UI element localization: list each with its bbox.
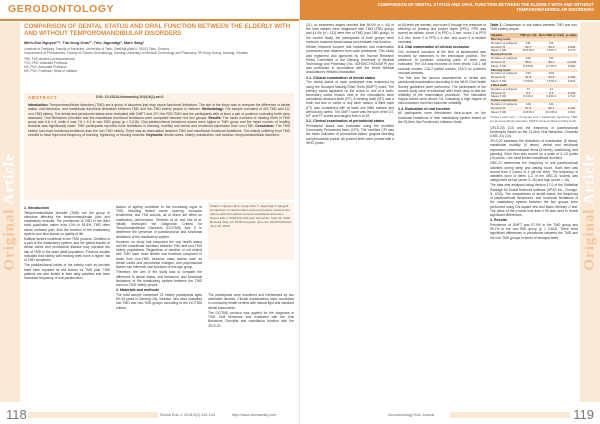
table-cell: Mean ± SD	[491, 48, 507, 53]
left-header	[0, 0, 300, 20]
paragraph: The dental status of each participant was examined by using the Decayed Missing Filled Teeth (DMFT) index. The primary caries appeared on the crown or root of a tooth; secondary caries lesions next to the restorations were considered decayed teeth (DT). A missing tooth (MT) was a tooth lost due to caries or any other reason. A filled tooth (FT) was considered with at least one filled surface and without any caries. The DMFT score was the sum of the DT, MT, and FT scores and ranged from 0 to 32.	[306, 80, 394, 119]
article-heading-block	[24, 23, 294, 73]
table-cell: 111	[549, 56, 554, 61]
paragraph: CIA, extraoral occlusion at the time of assessment was recorded by examiners in the intercuspal position. The presence of posterior occluding pairs of teeth was evaluated. The CIA was recorded on three levels: CIA-1 full occlusal contact, CIA-2 partial contact, CIA-3 no posterior occlusal contacts.	[398, 49, 486, 75]
table-header-cell: Variable	[490, 33, 519, 38]
doi-link[interactable]: DOI: 10.25241/stomaeduj.2018.8(2).art.6	[96, 95, 164, 99]
table-cell: 0.2±0.1	[546, 94, 557, 99]
section-heading: 3. Results	[490, 218, 507, 223]
paragraph: However, no study has compared the oral health status and the mandibular functions between TMD and non-TMD elderly populations. Regardless of whether or not elderly with TMD have more limited oral functions compared to those from non-TMD, because many factors such as dental caries and periodontal changes, and psychosocial factors can influence oral functions of this age group.	[116, 239, 202, 270]
table-cell: Number of subjects	[491, 86, 518, 91]
table-cell: 0.004	[567, 63, 576, 68]
table-row	[490, 111, 578, 115]
table-header-cell: TMD (n=44)	[519, 32, 537, 37]
table-cell: 140	[525, 102, 531, 107]
table-cell: 99.1	[538, 61, 565, 65]
paragraph: The data was analysed using Version 17.0 of the Statistical Package for Social Sciences software (SPSS Inc., Chicago, IL, USA). The comparisons of dental status, the frequency of parafunctional behaviours, and functional limitations of the masticatory system between the two groups were performed using Chi-square test and Mann-Whitney U test. The value of the p-value less than 0.05 was used to reveal significant differences.	[490, 183, 578, 217]
table-header-cell: Non-TMD (n=112)	[538, 32, 564, 37]
section-heading: 2. Materials and methods	[116, 288, 159, 293]
abstract-header	[26, 95, 292, 102]
table-cell: Mean ± SD	[491, 79, 507, 84]
table-cell: Percent %	[490, 61, 519, 65]
table-cell: 0.001	[567, 109, 576, 114]
paragraph: JFLS-20 assesses the limitations of mastication (6 items), mandibular mobility (4 items), verbal and emotional expression communication items (8 items), swallowing, and yawning. Each item was scored on a scale of 0–10 points (10 points = the most limited mandibular function).	[490, 139, 578, 161]
table-cell: 0.713	[567, 94, 576, 99]
body-column-1	[306, 23, 394, 146]
table-cell: 131	[525, 40, 531, 45]
table-cell: 72	[526, 86, 530, 91]
table-cell: 94.6	[538, 76, 565, 80]
journal-label: Gerodontology Edu Journal	[388, 413, 435, 417]
table-cell: 89.7	[519, 46, 538, 50]
table-header-cell: p-value	[566, 32, 577, 37]
section-heading: 2.4. Evaluation of oral function	[398, 106, 451, 111]
paragraph: (11), so examiners stayed resulted that 58.6% (n = 44) of the total sample were diagnosed with TMD (TMD group) and 41.4% (n = 112) were free of TMD (non-TMD group). In the current study, the participants of both groups were invited to examine dental status and evaluate oral function.	[306, 23, 394, 44]
table-cell: 1.000	[565, 92, 578, 96]
table-cell: 0.4	[538, 92, 565, 96]
table-group-label: Missing teeth	[490, 69, 578, 73]
paragraph: Periodontal status was evaluated using the modified Community Periodontal Index (CPI). The modified CPI was the index indicative of periodontal status: gingival bleeding and periodontal pocket. All present teeth were probed with a WHO probe.	[306, 124, 394, 145]
table-cell: Percent %	[490, 107, 519, 111]
body-column-2	[398, 23, 486, 125]
table-footnote: *Fisher's exact test; † chi-square test; ‡ statistically significant; TMD: temporomandibular disorders; DMFT: Decayed Missing Filled Teeth.	[490, 115, 578, 123]
abstract-box	[24, 93, 294, 200]
section-heading: 2.3. Oral examination of clinical occlusion	[398, 45, 470, 50]
paragraph: Multiple factors contribute to the TMD process. Dentition is a part of the masticatory system, and the global burden of dental caries and periodontal disease may increase the risk of TMD in the older adult population. Previous studies indicated that elderly with missing teeth have a higher risk of TMD symptoms.	[24, 237, 110, 263]
article-title: COMPARISON OF DENTAL STATUS AND ORAL FUNCTION BETWEEN THE ELDERLY WITH AND WITHOUT TEMPOROMANDIBULAR DISORDERS	[24, 23, 291, 38]
table-cell: 97.9	[519, 107, 538, 111]
section-heading: 2.1. Clinical examination of dental status	[306, 75, 376, 80]
body-column-1	[24, 205, 110, 281]
body-column-3	[490, 23, 578, 241]
running-head: COMPARISON OF DENTAL STATUS AND ORAL FUNCTION BETWEEN THE ELDERLY WITH AND WITHOUT TEMPOROMANDIBULAR DISORDERS	[377, 2, 594, 13]
table-cell: Percent %	[490, 76, 519, 80]
table-cell: 0.004	[565, 46, 578, 50]
table-cell: Number of subjects	[491, 40, 518, 45]
right-footer	[300, 404, 600, 424]
table-cell: Number of subjects	[491, 102, 518, 107]
left-body-columns	[24, 205, 294, 405]
table-cell: 99.1	[538, 107, 565, 111]
journal-citation: Stoma Edu J. 2018;5(2):116-124	[160, 413, 215, 417]
paragraph: Temporomandibular disorder (TMD) are the group of disorders affecting the temporomandibular joint and masticatory muscles. The prevalence of TMD in the older adult population varies from 10% to 54.5%. TMD often cause orofacial pain, limit the function of the masticatory system, and also impact on quality of life.	[24, 210, 110, 236]
paragraph: OBC-21 determines the frequency of oral parafunctional activities during sleep and waking hours. Each item was scored from 0 (none) to 4 (all the time). The frequency of activities (sum of items 1–2 of the OBC-21 scores) was categorised as low (score 0–16) and high (score > 16).	[490, 161, 578, 183]
table-group-label: Missing teeth	[490, 38, 578, 42]
right-header	[300, 0, 600, 20]
table-group-label: Caries experience	[490, 99, 578, 103]
table-cell: 0.2±0.1	[523, 94, 534, 99]
table-cell: 8.7±5.4	[546, 63, 557, 68]
body-column-3	[208, 293, 294, 329]
table-cell: Number of subjects	[491, 56, 518, 61]
table-cell: Number of subjects	[491, 71, 518, 76]
authors: Minh-Son Nguyen¹²*, Tiia Voog-Oras¹², Triin Jagomägi¹, Mare Saag¹	[24, 40, 145, 45]
affiliations: ¹Institute of Dentistry, Faculty of Medicine, University of Tartu, Raekoja plats 6, 51003 Tartu, Estonia ²Department of Periodontics, Faculty of Odonto-Stomatology, Danang University of Medical Technology and Pharmacy, 99 Hung Vuong, Danang, Vietnam	[24, 46, 249, 55]
side-label: Original Article	[1, 153, 18, 271]
table-cell: 10.3±8.5	[522, 48, 535, 53]
table-group-label: Filled teeth	[490, 84, 578, 88]
right-side-banner	[580, 22, 600, 402]
table-cell: 7.6±6.6	[523, 79, 534, 84]
table-cell: 111	[549, 40, 554, 45]
table-body	[490, 38, 578, 115]
table-cell: 134	[525, 71, 531, 76]
paragraph: The parafunctional habits of the elderly such as bruxism have been reported as risk factors for TMD pain. TMD patients are also limited in their daily activities and have increased frequency of oral parafunction.	[24, 263, 110, 280]
table-cell: 106	[548, 71, 554, 76]
table-cell: 126	[525, 56, 531, 61]
table-cell: 0.3	[519, 92, 538, 96]
section-label: GERODONTOLOGY	[8, 3, 115, 15]
table-cell: Percent %	[490, 92, 519, 96]
table-caption: Table 1. Comparison of oral status between TMD and non-TMD elderly people.	[490, 23, 578, 32]
section-heading: 1. Introduction	[24, 206, 49, 210]
paragraph: Therefore, the aim of the study was to compare the difference in dental status, oral behaviour, and functional limitations of the masticatory system between the TMD and non-TMD elderly people.	[116, 270, 202, 287]
table-group-label: Decayed teeth	[490, 53, 578, 57]
table-cell: 10.2±8.2	[545, 109, 558, 114]
paragraph: The participants were examined and interviewed by two calibrated dentists. Clinical examinations were conducted in community health centres with natural light and standard dental instruments.	[208, 293, 294, 310]
table-cell: 0.222	[565, 107, 578, 111]
table-cell: 0.073	[567, 48, 576, 53]
paragraph: at (6) teeth per sextant, and score 0 through the presence of bleeding on probing and pocket depth (PPD). PPD was scored as follows: score 0 is PPD ≤ 3 mm, score 1 is PPD 4–5 mm, score 2 is PPD ≥ 6 mm, and score X is sextant excluded.	[398, 23, 486, 44]
table-cell: 0.016	[567, 79, 576, 84]
paragraph: The total sample comprised 22 elderly participants aged 65–94 years in Danang City, Vietnam, who were classified into TMD and non-TMD groups according to the DC/TMD criteria.	[116, 292, 202, 310]
page-number: 118	[6, 407, 27, 422]
paragraph: The DC/TMD protocol was applied for the diagnosis of TMD. Oral behaviour was evaluated with the Oral Behaviors Checklist and mandibular function with the JFLS-20.	[208, 310, 294, 328]
table-cell: 7.6±6.7	[546, 48, 557, 53]
results-table	[490, 33, 578, 115]
table-cell: Percent %	[490, 46, 519, 50]
abstract-text: Introduction: Temporomandibular disorders (TMD) are a group of disorders that may cause functional limitations. The aim of the study was to compare the difference in dental status, oral behaviour, and mandibular functional limitations between TMD and non-TMD elderly people in Vietnam. Methodology: The sample consisted of 443 TMD and 112 non-TMD elderly. The dental and periodontal status were evaluated with DMFT and CPI, the RDC/TMD and the participants with at least a pair of posterior occluding teeth were assessed. Oral Behaviors Checklist and the mandibular functional limitations were compared between the two groups. Results: The mean numbers of missing teeth in TMD group was 6.6 ± 6, while it was 7.6 ± 6.4 in non-TMD group (p = 0.016). Oral parafunctional behaviour scores were higher in TMD group and the mean number of healthy sextants was significantly lower. TMD participants reported more limitations in chewing, mobility and verbal and emotional expression than non-TMD. Conclusion: The TMD elderly had more functional limitations than the non-TMD elderly. There was an association between TMD and mandibular functional limitations. The elderly suffering from TMD needed to have improved frequency of chewing, tightening, or tensing muscles. Keywords: dental caries, elderly, mastication, oral function, temporomandibular disorders.	[28, 103, 291, 137]
table-cell: 11	[549, 86, 553, 91]
paragraph: All participants were interviewed face-to-face on the functional limitations of their masticatory system based on the 20-item Jaw Functional Limitation Scale.	[398, 111, 486, 124]
side-label: Original Article	[581, 153, 598, 271]
table-cell: 91.8	[519, 76, 538, 80]
body-column-2	[116, 205, 202, 311]
paragraph: factors of ageing contribute to the increasing signs of TMD, including limited mouth opening, muscular tenderness, and TMJ sounds, all of which are effect on masticatory performance. Ohrbach et al. and Mai et al. initially developed the Diagnostic Criteria for Temporomandibular Disorders (DC/TMD) Axis II to determine the presence of parafunctional and functional limitations of the masticatory system.	[116, 205, 202, 239]
left-footer	[0, 404, 300, 424]
table-cell: <0.001	[566, 59, 577, 64]
table-cell: 0.463	[565, 76, 578, 80]
footer-bar	[28, 412, 158, 418]
journal-site-link[interactable]: http://www.stomaeduj.com	[232, 413, 277, 417]
table-cell: 86.3	[519, 61, 538, 65]
citation-note-box: Citation: Nguyen M-S, Voog-Oras T, Jagomägi T, Saag M. Comparison of dental status and oral function between the elderly with and without temporomandibular disorders. Stoma Edu J. 2018;5(2):116-124. Received: April 03, 2018 Revised: May 12, 2018 Accepted: June 04, 2018 Published: June 06, 2018	[208, 202, 294, 260]
table-cell: Mean ± SD	[491, 63, 507, 68]
table-cell: Mean ± SD	[491, 94, 507, 99]
table-cell: Mean ± SD	[491, 109, 507, 114]
table-cell: 13.8±9.1	[522, 109, 535, 114]
table-cell: 99.2	[538, 46, 565, 50]
paragraph: Written informed consent that explained oral examination procedures was obtained from each participant. This study was registered and approved by the Human Research Ethics Committee of the Danang University of Medical Technology and Pharmacy (No. 02/HDNCYH/DUMTP) and was performed in accordance with the World Medical Association's Helsinki Declaration.	[306, 45, 394, 75]
right-page	[300, 0, 600, 424]
header-rule	[0, 19, 300, 21]
page-number: 119	[573, 407, 594, 422]
author-roles: *MS, PhD student (correspondence) TVO, PhD, Assistant Professor MS, PhD, Associate Professor MS, PhD, Professor, Head of Institute	[24, 57, 77, 73]
abstract-label: ABSTRACT	[28, 95, 58, 100]
paragraph: (JFLS-20) (13) and the frequency of parafunctional behaviours based on the 21-item Oral Behaviour Checklist (OBC-21) (14).	[490, 125, 578, 139]
section-heading: 2.2. Clinical examination of periodontal status	[306, 119, 385, 124]
table-cell: 7.4±6.4	[546, 79, 557, 84]
table-cell: 6.3±5.8	[523, 63, 534, 68]
left-side-banner	[0, 22, 20, 402]
footer-bar	[450, 412, 570, 418]
paragraph: Prevalence of DMFT was 97.9% in the TMD group and 99.1% in the non-TMD group (p = 0.622). There were significant differences in prevalence between the TMD and the non-TMD groups in terms of decayed teeth.	[490, 222, 578, 240]
table-cell: 111	[549, 102, 554, 107]
paragraph: The first and the second assessments of dental and periodontal examinations according to the WHO Oral Health Survey guidelines were performed. The participants of the current study were re-examined after three days to test the reliability of the examination procedure. The calculated Kappa values were above 0.8, indicating a high degree of intra-examiner and inter-examiner reliability.	[398, 76, 486, 106]
